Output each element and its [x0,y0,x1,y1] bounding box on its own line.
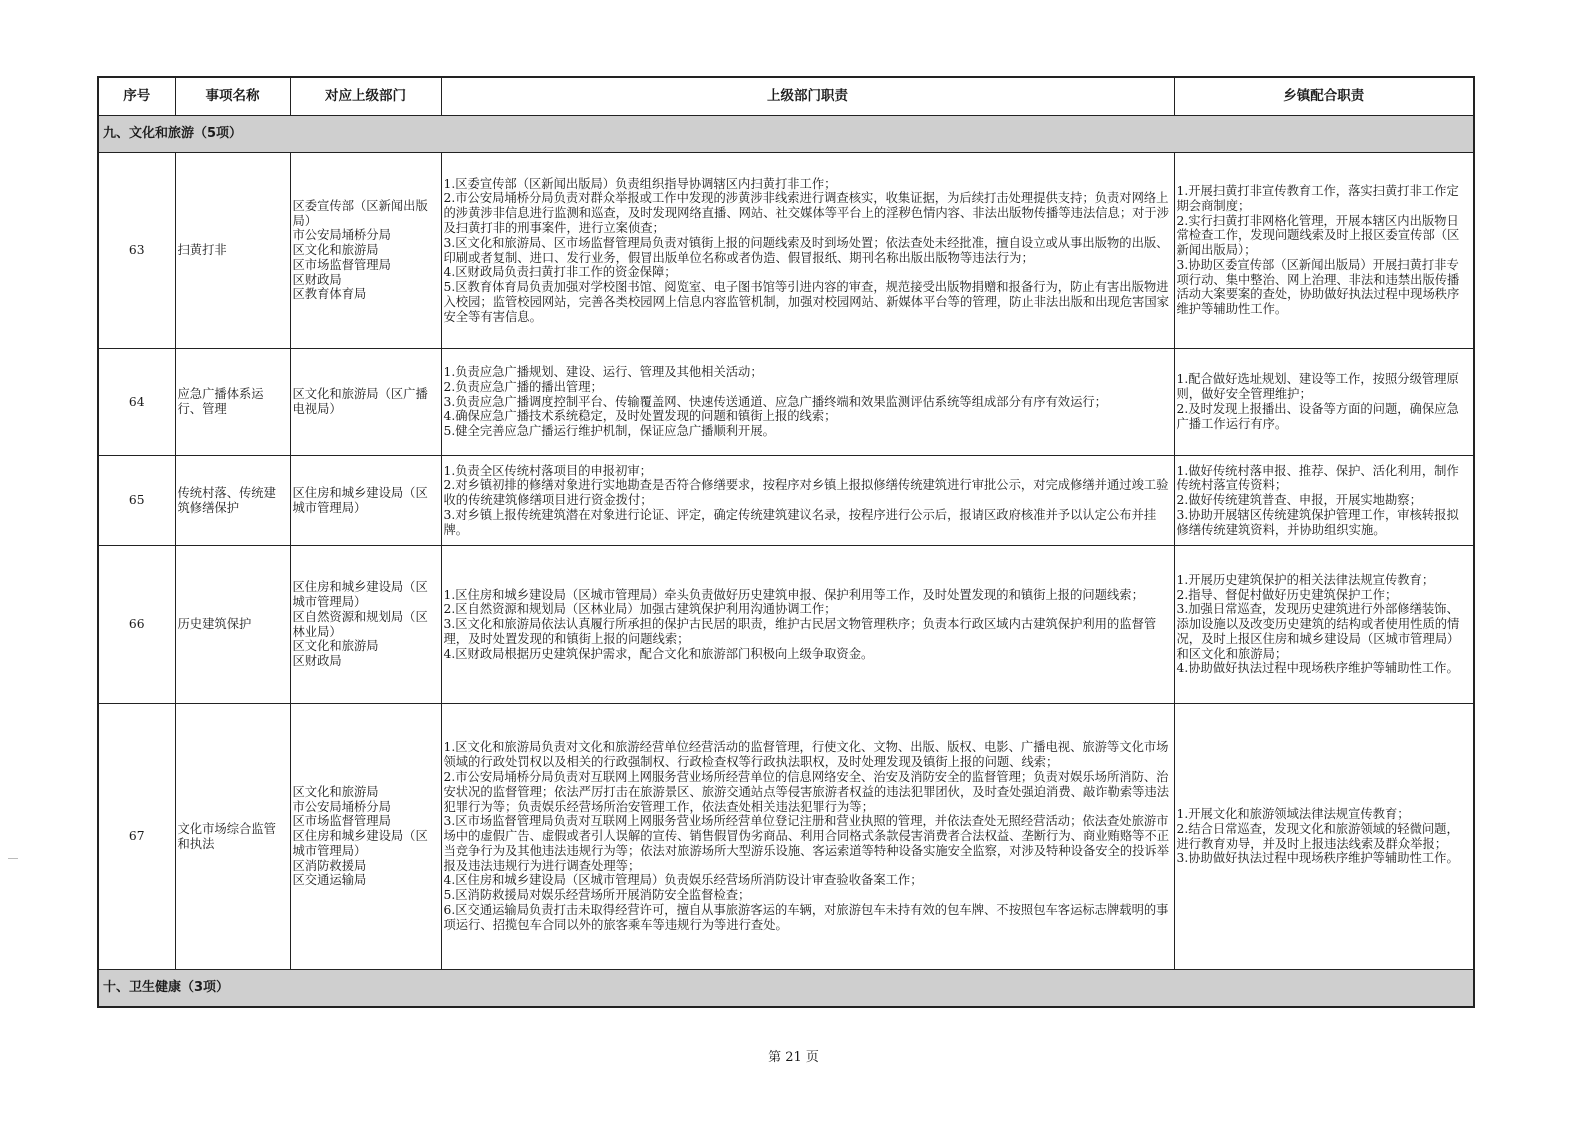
row-town-duties [1174,153,1474,349]
table-header-row [98,77,1474,116]
responsibility-table [97,76,1475,1008]
duty-line: 1.区文化和旅游局负责对文化和旅游经营单位经营活动的监督管理，行使文化、文物、出版、版权、电影、广播电视、旅游等文化市场领域的行政处罚权以及相关的行政强制权、行政检查权等行政执法职权，及时处理发现及镇街上报的问题、线索； [443,740,1169,770]
dept-line: 区文化和旅游局 [292,243,379,258]
town-duty-line: 4.协助做好执法过程中现场秩序维护等辅助性工作。 [1176,661,1459,676]
row-no: 63 [98,153,175,349]
section-title-culture-tourism: 九、文化和旅游（5项） [98,116,1474,153]
header-superior-dept: 对应上级部门 [290,77,441,116]
row-item-name: 文化市场综合监管和执法 [175,704,290,970]
town-duty-line: 3.协助区委宣传部（区新闻出版局）开展扫黄打非专项行动、集中整治、网上治理、非法和违禁出版传播活动大案要案的查处，协助做好执法过程中现场秩序维护等辅助性工作。 [1176,257,1460,317]
town-duty-line: 2.指导、督促村做好历史建筑保护工作； [1176,587,1398,602]
header-no: 序号 [98,77,175,116]
town-duty-line: 1.做好传统村落申报、推荐、保护、活化利用，制作传统村落宣传资料； [1176,463,1459,493]
dept-line: 区委宣传部（区新闻出版局） [292,198,428,228]
row-item-name: 应急广播体系运行、管理 [175,349,290,456]
duty-line: 3.对乡镇上报传统建筑潜在对象进行论证、评定，确定传统建筑建议名录，按程序进行公示后，报请区政府核准并予以认定公布并挂牌。 [443,507,1157,537]
duty-line: 5.区教育体育局负责加强对学校图书馆、阅览室、电子图书馆等引进内容的审查，规范接受出版物捐赠和报备行为，防止有害出版物进入校园；监管校园网站，完善各类校园网上信息内容监管机制，加强对校园网站、新媒体平台等的管理，防止非法出版和出现危害国家安全等有害信息。 [443,280,1170,324]
table-row [98,456,1474,546]
duty-line: 4.区住房和城乡建设局（区城市管理局）负责娱乐经营场所消防设计审查验收备案工作； [443,873,923,888]
table-row [98,704,1474,970]
row-item-name: 历史建筑保护 [175,546,290,704]
dept-line: 区消防救援局 [292,858,367,873]
header-superior-duty: 上级部门职责 [441,77,1174,116]
duty-line: 2.市公安局埇桥分局负责对群众举报或工作中发现的涉黄涉非线索进行调查核实，收集证据，为后续打击处理提供支持；负责对网络上的涉黄涉非信息进行监测和巡查，及时发现网络直播、网站、社交媒体等平台上的淫秽色情内容、非法出版物传播等违法信息；对于涉及扫黄打非的刑事案件，进行立案侦查； [443,191,1170,235]
dept-line: 市公安局埇桥分局 [292,228,391,243]
row-superior-duties [441,456,1174,546]
dept-line: 区市场监督管理局 [292,814,391,829]
row-depts [290,456,441,546]
duty-line: 5.健全完善应急广播运行维护机制，保证应急广播顺利开展。 [443,424,775,439]
dept-line: 区文化和旅游局 [292,784,379,799]
town-duty-line: 1.配合做好选址规划、建设等工作，按照分级管理原则，做好安全管理维护； [1176,372,1459,402]
town-duty-line: 2.做好传统建筑普查、申报，开展实地勘察； [1176,493,1422,508]
dept-line: 区住房和城乡建设局（区城市管理局） [292,485,428,515]
row-superior-duties [441,153,1174,349]
duty-line: 6.区交通运输局负责打击未取得经营许可，擅自从事旅游客运的车辆，对旅游包车未持有效的包车牌、不按照包车客运标志牌载明的事项运行、招揽包车合同以外的旅客乘车等违规行为等进行查处。 [443,903,1169,932]
row-superior-duties [441,349,1174,456]
dept-line: 区自然资源和规划局（区林业局） [292,609,428,639]
dept-line: 区文化和旅游局（区广播电视局） [292,387,428,416]
town-duty-line: 1.开展扫黄打非宣传教育工作，落实扫黄打非工作定期会商制度； [1176,183,1459,213]
table-row [98,546,1474,704]
row-depts [290,704,441,970]
row-item-name: 传统村落、传统建筑修缮保护 [175,456,290,546]
dept-line: 区文化和旅游局 [292,639,379,654]
row-town-duties [1174,456,1474,546]
town-duty-line: 2.结合日常巡查，发现文化和旅游领域的轻微问题，进行教育劝导，并及时上报违法线索及群众举报； [1176,821,1459,851]
duty-line: 3.负责应急广播调度控制平台、传输覆盖网、快速传送通道、应急广播终端和效果监测评估系统等组成部分有序有效运行； [443,394,1107,409]
row-no: 67 [98,704,175,970]
town-duty-line: 1.开展历史建筑保护的相关法律法规宣传教育； [1176,572,1435,587]
table-row [98,349,1474,456]
dept-line: 区住房和城乡建设局（区城市管理局） [292,829,428,858]
page-number: 第 21 页 [768,1050,819,1065]
section-title-health: 十、卫生健康（3项） [98,970,1474,1008]
dept-line: 区市场监督管理局 [292,257,391,272]
duty-line: 4.区财政局根据历史建筑保护需求，配合文化和旅游部门积极向上级争取资金。 [443,646,874,661]
row-depts [290,546,441,704]
row-no: 64 [98,349,175,456]
row-depts [290,153,441,349]
dept-line: 市公安局埇桥分局 [292,799,391,814]
row-superior-duties [441,546,1174,704]
duty-line: 5.区消防救援局对娱乐经营场所开展消防安全监督检查； [443,888,751,903]
header-town-duty: 乡镇配合职责 [1174,77,1474,116]
row-town-duties [1174,349,1474,456]
duty-line: 1.负责全区传统村落项目的申报初审； [443,463,652,478]
town-duty-line: 3.协助开展辖区传统建筑保护管理工作，审核转报拟修缮传统建筑资料，并协助组织实施。 [1176,507,1459,537]
dept-line: 区财政局 [292,272,342,287]
dept-line: 区交通运输局 [292,873,367,888]
row-no: 66 [98,546,175,704]
town-duty-line: 2.实行扫黄打非网格化管理，开展本辖区内出版物日常检查工作，发现问题线索及时上报区委宣传部（区新闻出版局）； [1176,213,1460,258]
duty-line: 4.区财政局负责扫黄打非工作的资金保障； [443,265,677,280]
table-row [98,153,1474,349]
dept-line: 区教育体育局 [292,287,367,302]
town-duty-line: 1.开展文化和旅游领域法律法规宣传教育； [1176,806,1410,821]
row-town-duties [1174,704,1474,970]
row-item-name: 扫黄打非 [175,153,290,349]
duty-line: 2.区自然资源和规划局（区林业局）加强古建筑保护利用沟通协调工作； [443,602,837,617]
town-duty-line: 3.协助做好执法过程中现场秩序维护等辅助性工作。 [1176,851,1459,866]
town-duty-line: 3.加强日常巡查，发现历史建筑进行外部修缮装饰、添加设施以及改变历史建筑的结构或者使用性质的情况，及时上报区住房和城乡建设局（区城市管理局）和区文化和旅游局； [1176,602,1460,661]
dept-line: 区住房和城乡建设局（区城市管理局） [292,580,428,609]
duty-line: 1.区住房和城乡建设局（区城市管理局）牵头负责做好历史建筑申报、保护利用等工作，及时处置发现的和镇街上报的问题线索； [443,587,1144,602]
duty-line: 1.负责应急广播规划、建设、运行、管理及其他相关活动； [443,365,763,379]
section-row [98,116,1474,153]
row-no: 65 [98,456,175,546]
duty-line: 2.负责应急广播的播出管理； [443,379,603,394]
header-item-name: 事项名称 [175,77,290,116]
dept-line: 区财政局 [292,654,342,669]
row-depts [290,349,441,456]
town-duty-line: 2.及时发现上报播出、设备等方面的问题，确保应急广播工作运行有序。 [1176,402,1459,431]
duty-line: 3.区市场监督管理局负责对互联网上网服务营业场所经营单位登记注册和营业执照的管理，并依法查处无照经营活动；依法查处旅游市场中的虚假广告、虚假或者引人误解的宣传、销售假冒伪劣商品、利用合同格式条款侵害消费者合法权益、垄断行为、商业贿赂等不正当竞争行为及其他违法违规行为等；依法对旅游场所大型游乐设施、客运索道等特种设备实施安全监察，对涉及特种设备安全的投诉举报及违法违规行为进行调查处理等； [443,814,1170,873]
duty-line: 2.市公安局埇桥分局负责对互联网上网服务营业场所经营单位的信息网络安全、治安及消防安全的监督管理；负责对娱乐场所消防、治安状况的监督管理；依法严厉打击在旅游景区、旅游交通站点等侵害旅游者权益的违法犯罪团伙，及时查处强迫消费、敲诈勒索等违法犯罪行为等；负责娱乐经营场所治安管理工作，依法查处相关违法犯罪行为等； [443,769,1170,814]
row-superior-duties [441,704,1174,970]
margin-mark [8,858,18,859]
duty-line: 4.确保应急广播技术系统稳定，及时处置发现的问题和镇街上报的线索； [443,409,837,424]
row-town-duties [1174,546,1474,704]
duty-line: 1.区委宣传部（区新闻出版局）负责组织指导协调辖区内扫黄打非工作； [443,176,837,191]
duty-line: 3.区文化和旅游局、区市场监督管理局负责对镇街上报的问题线索及时到场处置；依法查处未经批准，擅自设立或从事出版物的出版、印刷或者复制、进口、发行业务，假冒出版单位名称或者伪造、假冒报纸、期刊名称出版出版物等违法行为； [443,235,1169,265]
duty-line: 2.对乡镇初排的修缮对象进行实地勘查是否符合修缮要求，按程序对乡镇上报拟修缮传统建筑进行审批公示，对完成修缮并通过竣工验收的传统建筑修缮项目进行资金拨付； [443,478,1169,508]
section-row [98,970,1474,1008]
duty-line: 3.区文化和旅游局依法认真履行所承担的保护古民居的职责，维护古民居文物管理秩序；负责本行政区域内古建筑保护利用的监督管理，及时处置发现的和镇街上报的问题线索； [443,617,1157,646]
